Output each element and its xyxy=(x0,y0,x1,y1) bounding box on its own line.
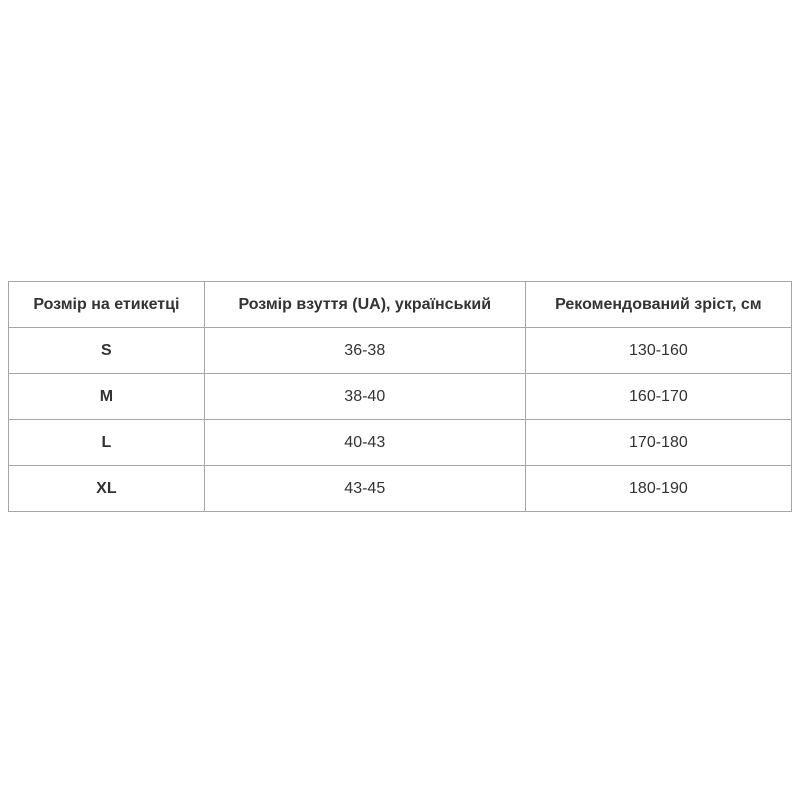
cell-shoe-size: 36-38 xyxy=(204,328,525,374)
table-row xyxy=(9,328,792,374)
cell-height: 160-170 xyxy=(525,374,791,420)
cell-size-label: S xyxy=(9,328,205,374)
table-row xyxy=(9,374,792,420)
size-chart-table xyxy=(8,281,792,512)
header-recommended-height: Рекомендований зріст, см xyxy=(525,282,791,328)
cell-height: 180-190 xyxy=(525,466,791,512)
cell-shoe-size: 38-40 xyxy=(204,374,525,420)
cell-shoe-size: 43-45 xyxy=(204,466,525,512)
cell-height: 170-180 xyxy=(525,420,791,466)
cell-height: 130-160 xyxy=(525,328,791,374)
header-size-label: Розмір на етикетці xyxy=(9,282,205,328)
cell-size-label: M xyxy=(9,374,205,420)
cell-size-label: L xyxy=(9,420,205,466)
header-shoe-size: Розмір взуття (UA), український xyxy=(204,282,525,328)
cell-size-label: XL xyxy=(9,466,205,512)
header-row xyxy=(9,282,792,328)
cell-shoe-size: 40-43 xyxy=(204,420,525,466)
table-row xyxy=(9,420,792,466)
table-row xyxy=(9,466,792,512)
size-chart-table-container xyxy=(8,281,792,512)
